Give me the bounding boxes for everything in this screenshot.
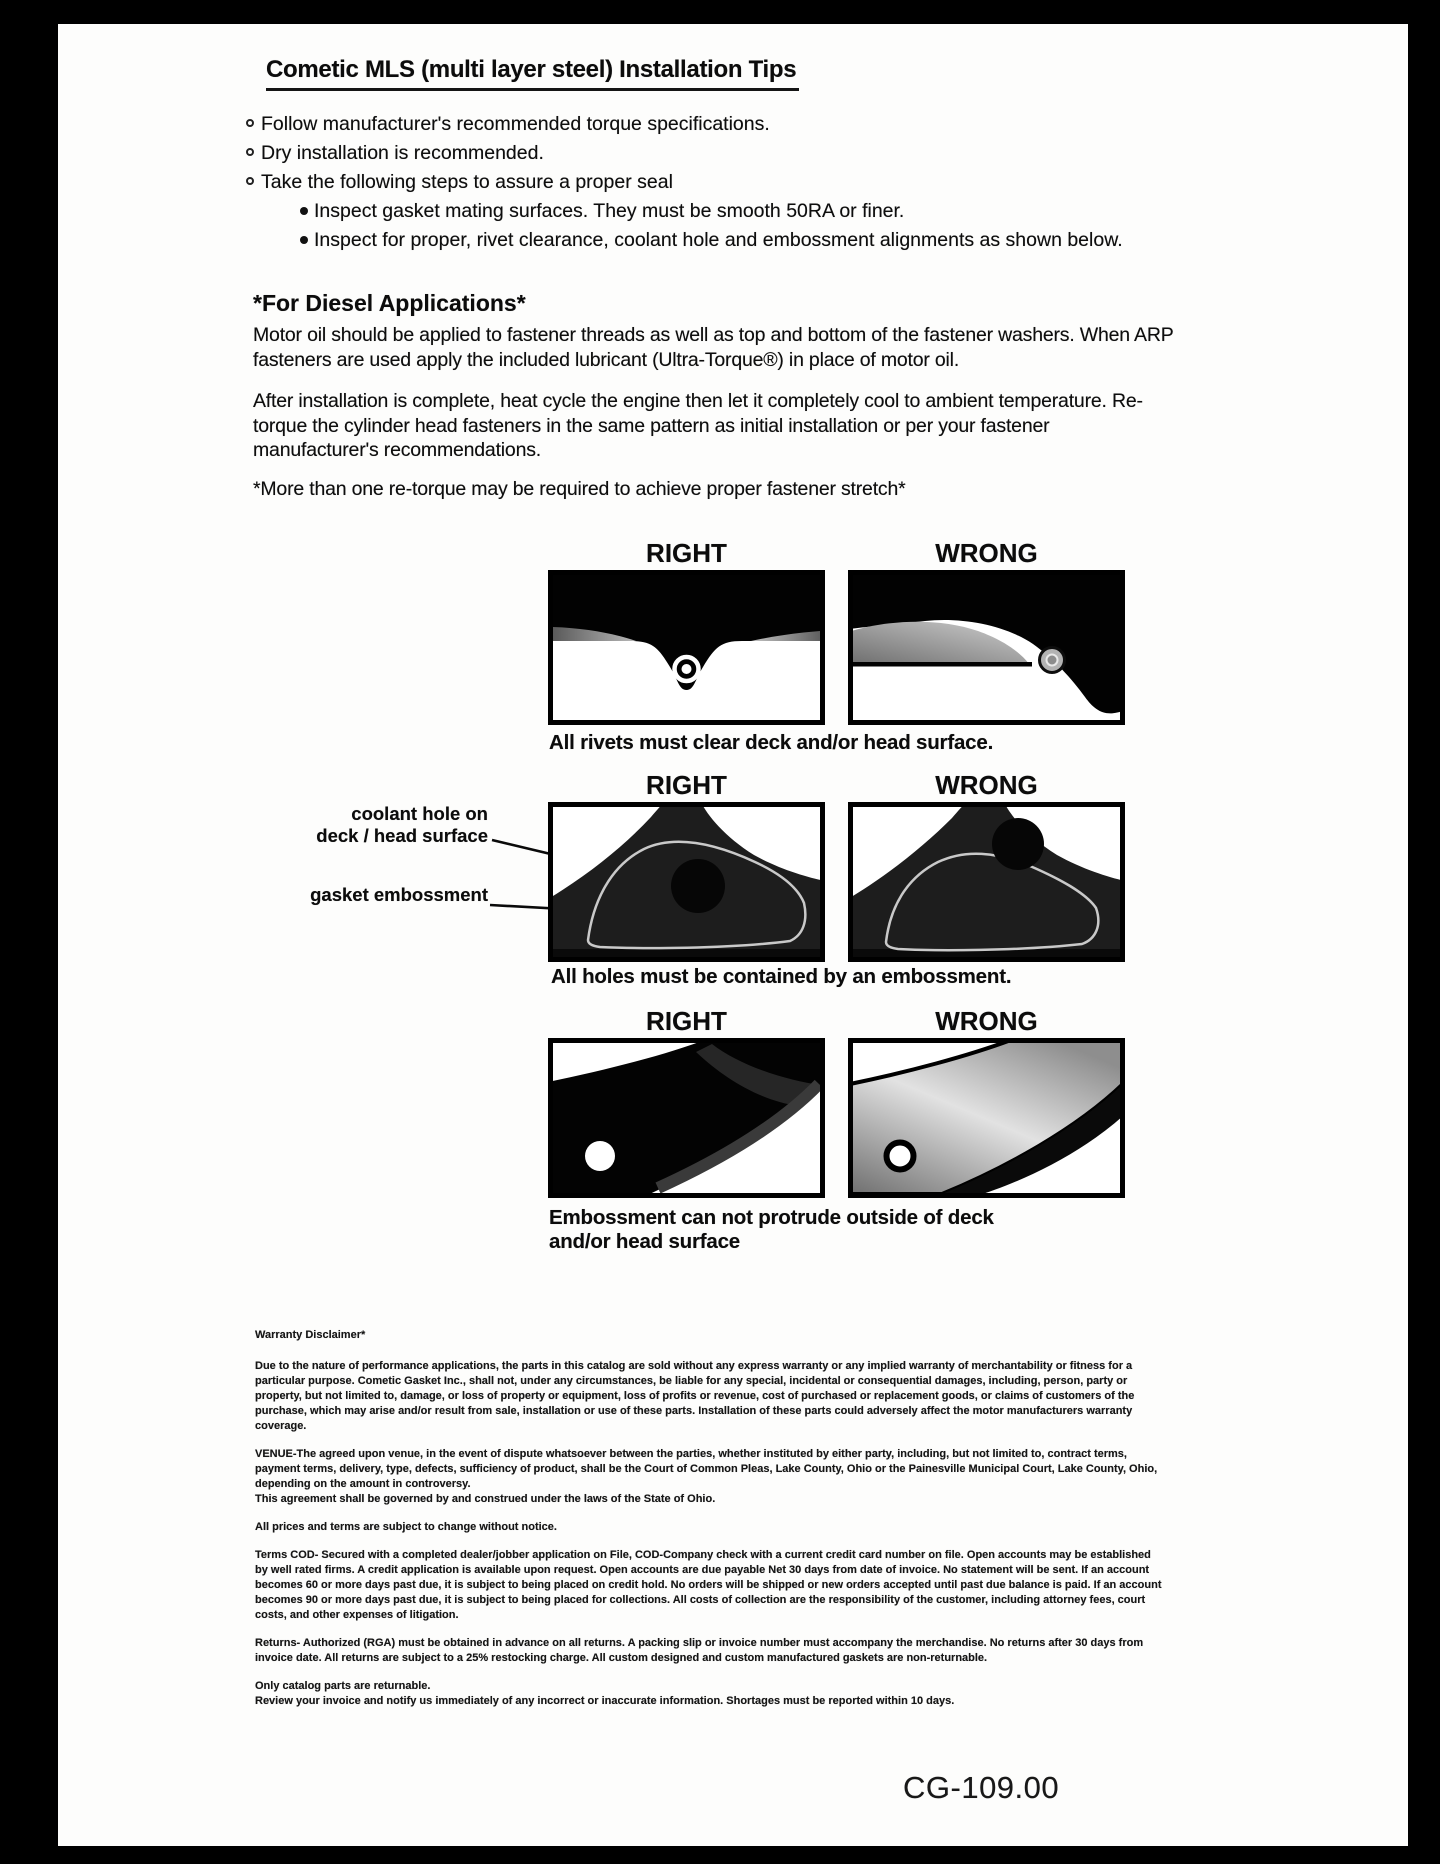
coolant-hole-icon bbox=[671, 859, 725, 913]
fig1-wrong-label: WRONG bbox=[935, 538, 1038, 568]
gasket-embossment-label: gasket embossment bbox=[310, 884, 488, 905]
venue-paragraph: VENUE-The agreed upon venue, in the event of dispute whatsoever between the parties, whether instituted by either party, including, but not limited to, contract terms, payment terms, delivery, type, defects, sufficiency of product, shall be the Court of Common Pleas, Lake County, Ohio or the Painesville Municipal Court, Lake County, Ohio, depending on the amount in controversy. This agreement shall be governed by and construed under the laws of the State of Ohio. bbox=[255, 1448, 1158, 1505]
diesel-paragraph-1: Motor oil should be applied to fastener threads as well as top and bottom of the fastener washers. When ARP fasteners are used apply the included lubricant (Ultra-Torque®) in place of motor oil. bbox=[253, 324, 1174, 371]
list-item-text: Inspect for proper, rivet clearance, coolant hole and embossment alignments as shown below. bbox=[314, 229, 1123, 251]
diesel-paragraph-2: After installation is complete, heat cycle the engine then let it completely cool to ambient temperature. Re-torque the cylinder head fasteners in the same pattern as initial installation or per your fastener manufacturer's recommendations. bbox=[253, 390, 1143, 461]
fig3-wrong-label: WRONG bbox=[935, 1006, 1038, 1036]
coolant-hole-icon bbox=[992, 818, 1044, 870]
coolant-hole-label: coolant hole on deck / head surface bbox=[316, 803, 488, 846]
circle-bullet-icon bbox=[246, 148, 254, 156]
list-item bbox=[246, 139, 1246, 168]
fig2-wrong-label: WRONG bbox=[935, 770, 1038, 800]
list-item-text: Follow manufacturer's recommended torque specifications. bbox=[261, 113, 770, 135]
diesel-applications-heading: *For Diesel Applications* bbox=[253, 290, 526, 316]
list-item bbox=[246, 168, 1246, 197]
list-sub-item bbox=[300, 197, 1246, 226]
fig1-right-diagram bbox=[548, 570, 825, 725]
fig3-caption: Embossment can not protrude outside of deck and/or head surface bbox=[549, 1206, 994, 1253]
dot-bullet-icon bbox=[300, 207, 308, 215]
warranty-paragraph: Due to the nature of performance applications, the parts in this catalog are sold without any express warranty or any implied warranty of merchantability or fitness for a particular purpose. Cometic Gasket Inc., shall not, under any circumstances, be liable for any special, incidental or consequential damages, including, person, party or property, but not limited to, damage, or loss of property or equipment, loss of profits or revenue, cost of purchased or replacement goods, or claims of customers of the purchase, which may arise and/or result from sale, installation or use of these parts. Installation of these parts could adversely affect the motor manufacturers warranty coverage. bbox=[255, 1360, 1135, 1432]
fig3-wrong-diagram bbox=[848, 1038, 1125, 1198]
fig2-right-diagram bbox=[548, 802, 825, 962]
warranty-disclaimer-heading: Warranty Disclaimer* bbox=[255, 1329, 366, 1341]
fig3-right-label: RIGHT bbox=[646, 1006, 727, 1036]
install-tips-list bbox=[246, 110, 1246, 255]
list-item bbox=[246, 110, 1246, 139]
dot-bullet-icon bbox=[300, 236, 308, 244]
fig3-right-diagram bbox=[548, 1038, 825, 1198]
fig2-caption: All holes must be contained by an embossment. bbox=[551, 965, 1012, 988]
page-title: Cometic MLS (multi layer steel) Installation Tips bbox=[266, 56, 799, 91]
fig2-wrong-diagram bbox=[848, 802, 1125, 962]
fig1-right-label: RIGHT bbox=[646, 538, 727, 568]
bolt-hole-icon bbox=[585, 1141, 615, 1171]
fig1-caption: All rivets must clear deck and/or head surface. bbox=[549, 731, 994, 754]
page-number: CG-109.00 bbox=[903, 1770, 1060, 1805]
bolt-hole-icon bbox=[887, 1143, 914, 1170]
list-item-text: Dry installation is recommended. bbox=[261, 142, 544, 164]
fig1-wrong-diagram bbox=[848, 570, 1125, 725]
returnable-paragraph: Only catalog parts are returnable. Review your invoice and notify us immediately of any incorrect or inaccurate information. Shortages must be reported within 10 days. bbox=[255, 1680, 955, 1707]
legal-fine-print bbox=[255, 1328, 1163, 1722]
list-sub-item bbox=[300, 226, 1246, 255]
list-item-text: Take the following steps to assure a proper seal bbox=[261, 171, 673, 193]
fig2-right-label: RIGHT bbox=[646, 770, 727, 800]
circle-bullet-icon bbox=[246, 177, 254, 185]
list-item-text: Inspect gasket mating surfaces. They must be smooth 50RA or finer. bbox=[314, 200, 905, 222]
prices-paragraph: All prices and terms are subject to change without notice. bbox=[255, 1521, 557, 1533]
retorque-note: *More than one re-torque may be required to achieve proper fastener stretch* bbox=[253, 478, 906, 500]
terms-cod-paragraph: Terms COD- Secured with a completed dealer/jobber application on File, COD-Company check with a current credit card number on file. Open accounts may be established by well rated firms. A credit application is available upon request. Open accounts are due payable Net 30 days from date of invoice. No statement will be sent. If an account becomes 60 or more days past due, it is subject to being placed on credit hold. No orders will be shipped or new orders accepted until past due balance is paid. If an account becomes 90 or more days past due, it is subject to being placed for collections. All costs of collection are the responsibility of the customer, including attorney fees, court costs, and other expenses of litigation. bbox=[255, 1549, 1162, 1621]
circle-bullet-icon bbox=[246, 119, 254, 127]
returns-paragraph: Returns- Authorized (RGA) must be obtained in advance on all returns. A packing slip or invoice number must accompany the merchandise. No returns after 30 days from invoice date. All returns are subject to a 25% restocking charge. All custom designed and custom manufactured gaskets are non-returnable. bbox=[255, 1637, 1144, 1664]
